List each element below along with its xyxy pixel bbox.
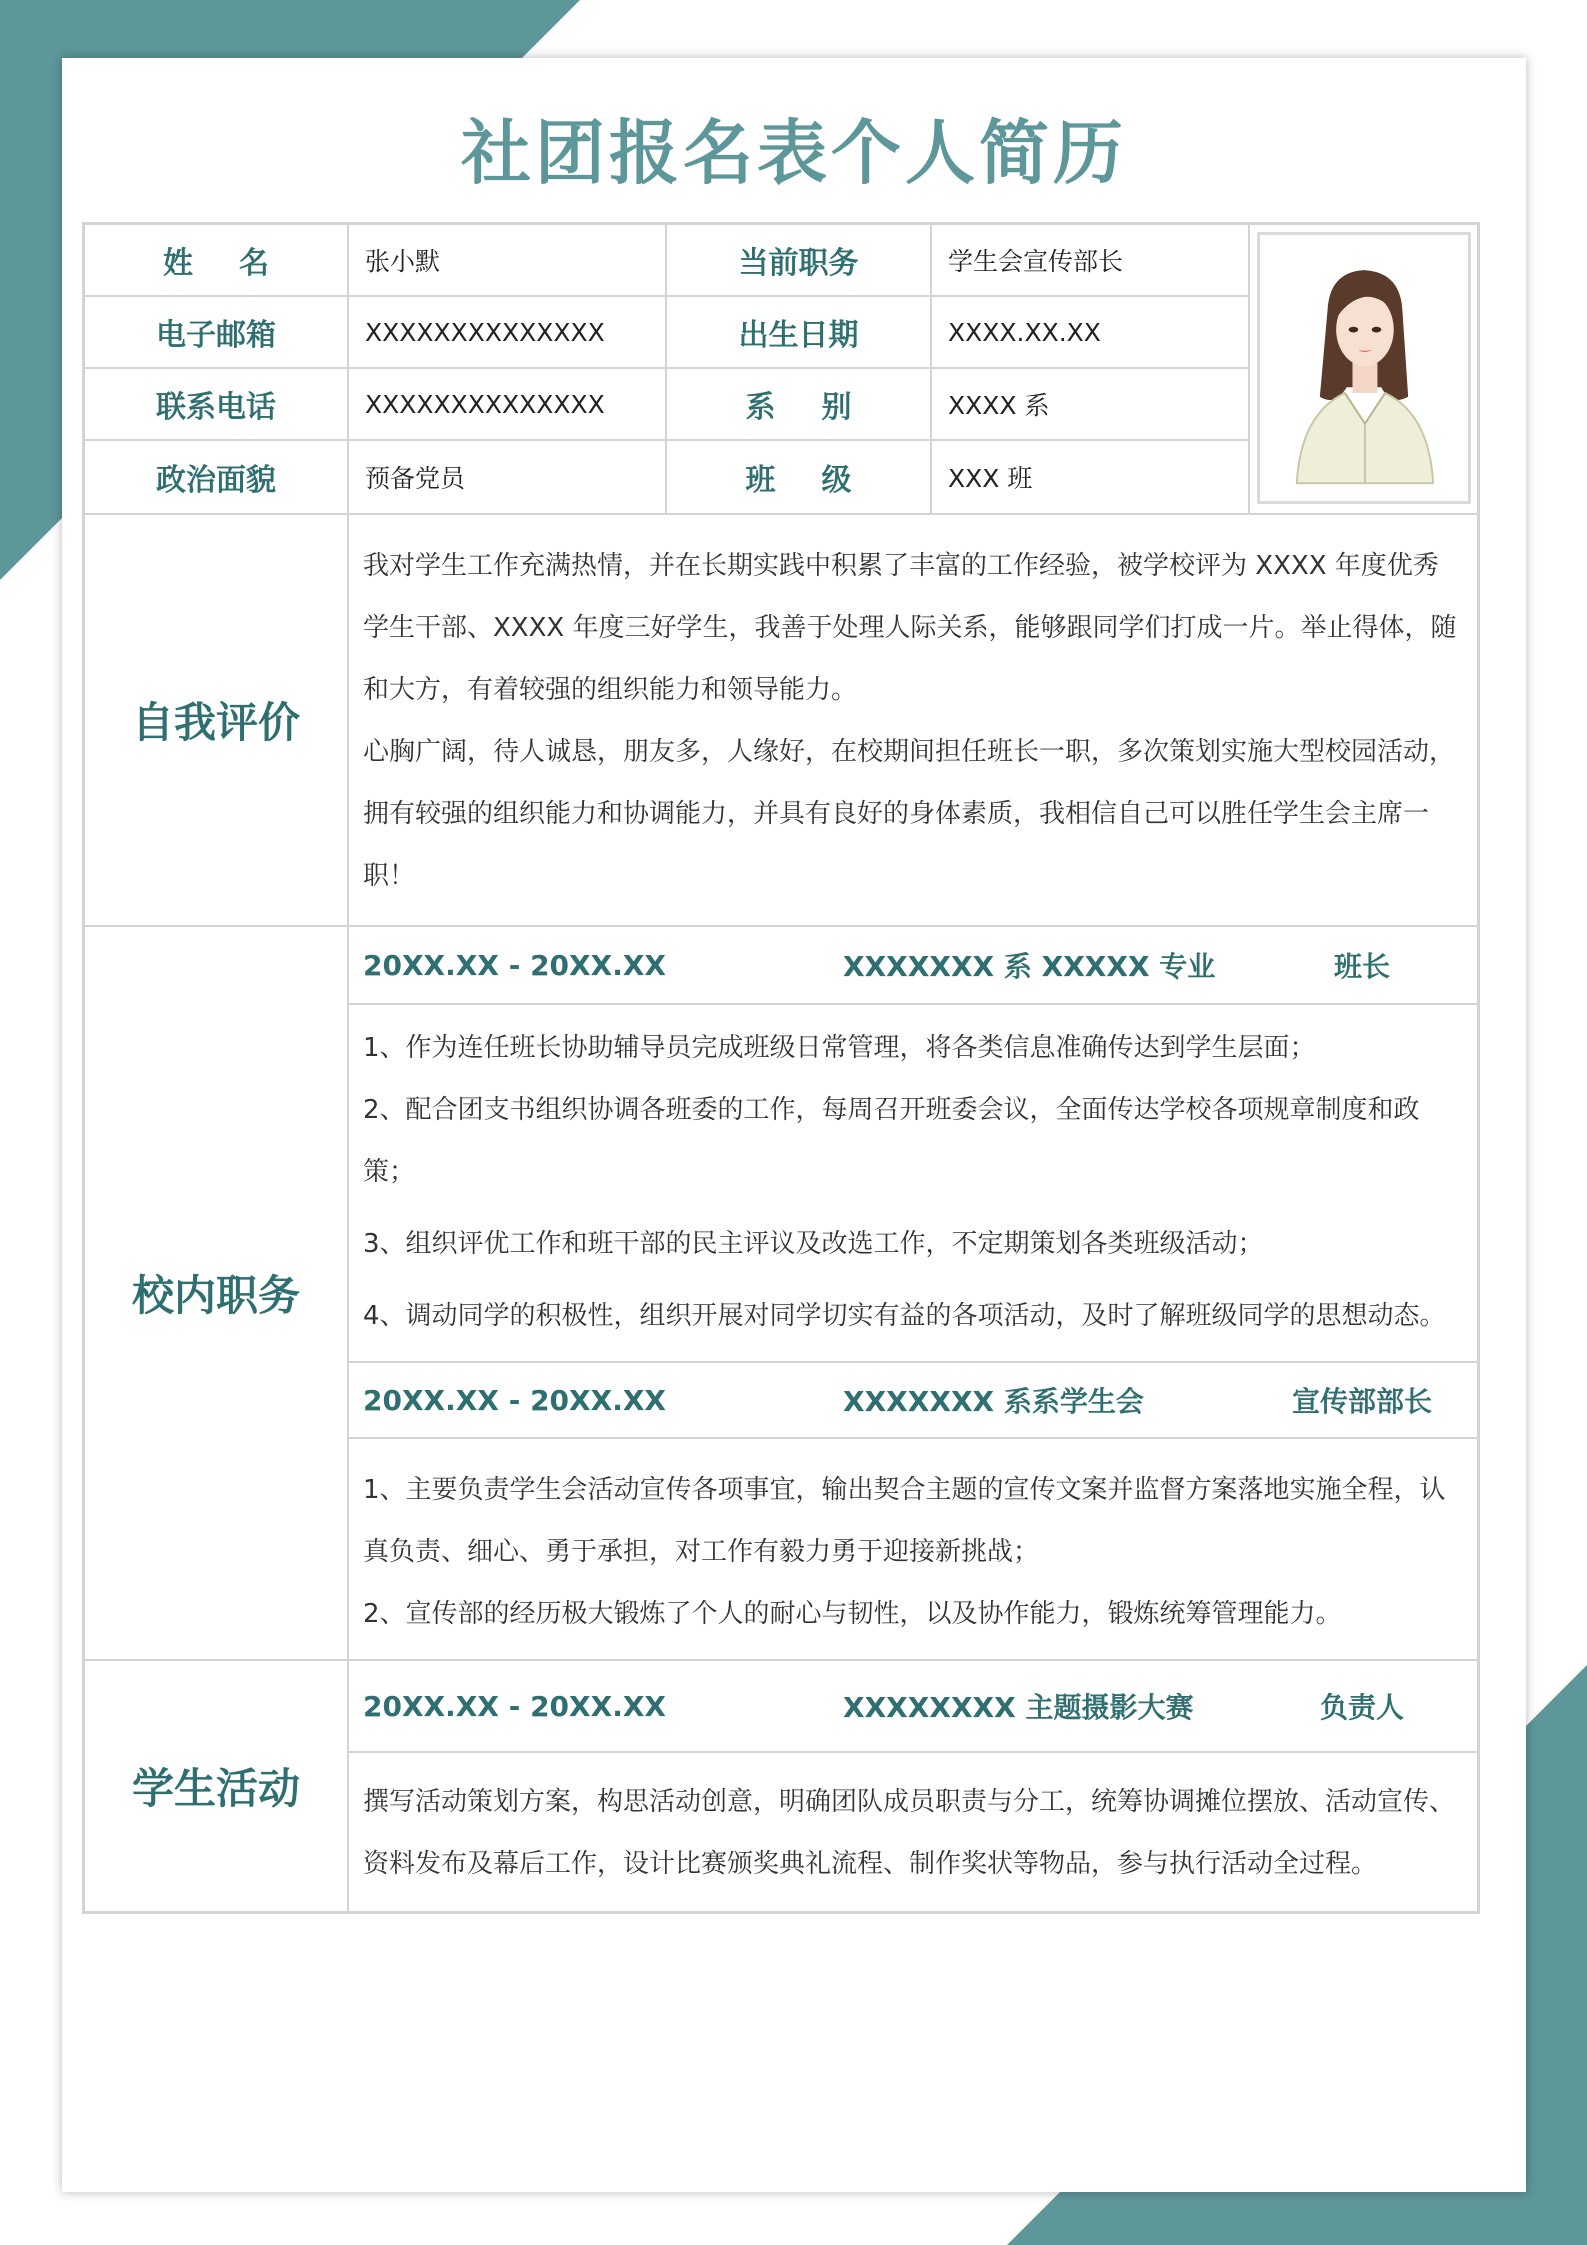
list-item: 1、作为连任班长协助辅导员完成班级日常管理，将各类信息准确传达到学生层面； xyxy=(363,1033,1316,1063)
name-value: 张小默 xyxy=(349,225,667,295)
info-row-name xyxy=(85,225,1250,297)
page-title: 社团报名表个人简历 xyxy=(461,112,1127,194)
campus-roles-label: 校内职务 xyxy=(85,927,349,1659)
self-evaluation-paragraph: 我对学生工作充满热情，并在长期实践中积累了丰富的工作经验，被学校评为 XXXX 年度优秀学生干部、XXXX 年度三好学生，我善于处理人际关系，能够跟同学们打成一片。举止得体，随和大方，有着较强的组织能力和领导能力。 xyxy=(363,551,1457,705)
name-label: 姓名 xyxy=(85,225,349,295)
phone-value: XXXXXXXXXXXXXX xyxy=(349,369,667,439)
email-label: 电子邮箱 xyxy=(85,297,349,367)
position-value: 学生会宣传部长 xyxy=(932,225,1250,295)
personal-info-block xyxy=(85,225,1477,515)
campus-roles-section xyxy=(85,927,1477,1661)
student-activities-section xyxy=(85,1661,1477,1911)
entry-role: 班长 xyxy=(1333,950,1390,983)
position-label: 当前职务 xyxy=(667,225,932,295)
entry-role: 宣传部部长 xyxy=(1291,1385,1432,1418)
photo-cell xyxy=(1250,225,1477,511)
self-evaluation-paragraph: 心胸广阔，待人诚恳，朋友多，人缘好，在校期间担任班长一职，多次策划实施大型校园活动，拥有较强的组织能力和协调能力，并具有良好的身体素质，我相信自己可以胜任学生会主席一职！ xyxy=(363,737,1456,891)
entry-date: 20XX.XX - 20XX.XX xyxy=(363,948,667,982)
politics-label: 政治面貌 xyxy=(85,441,349,513)
activity-entry-header xyxy=(349,1661,1477,1753)
activity-description: 撰写活动策划方案，构思活动创意，明确团队成员职责与分工，统筹协调摊位摆放、活动宣传、资料发布及幕后工作，设计比赛颁奖典礼流程、制作奖状等物品，参与执行活动全过程。 xyxy=(363,1787,1456,1879)
role-entry-header xyxy=(349,1361,1477,1439)
resume-sheet xyxy=(62,58,1526,2192)
role-entry-details xyxy=(349,1439,1477,1659)
entry-date: 20XX.XX - 20XX.XX xyxy=(363,1689,667,1723)
self-evaluation-label: 自我评价 xyxy=(85,515,349,925)
phone-label: 联系电话 xyxy=(85,369,349,439)
class-label: 班级 xyxy=(667,441,932,513)
self-evaluation-text xyxy=(349,515,1477,925)
list-item: 2、宣传部的经历极大锻炼了个人的耐心与韧性，以及协作能力，锻炼统筹管理能力。 xyxy=(363,1599,1342,1629)
birth-value: XXXX.XX.XX xyxy=(932,297,1250,367)
role-entry-header xyxy=(349,927,1477,1005)
politics-value: 预备党员 xyxy=(349,441,667,513)
info-row-phone xyxy=(85,369,1250,441)
list-item: 2、配合团支书组织协调各班委的工作，每周召开班委会议，全面传达学校各项规章制度和政策； xyxy=(363,1095,1420,1187)
avatar-illustration xyxy=(1268,243,1460,493)
entry-role: 负责人 xyxy=(1319,1691,1404,1724)
role-entry-details xyxy=(349,1005,1477,1361)
list-item: 3、组织评优工作和班干部的民主评议及改选工作，不定期策划各类班级活动； xyxy=(363,1229,1264,1259)
entry-date: 20XX.XX - 20XX.XX xyxy=(363,1383,667,1417)
list-item: 4、调动同学的积极性，组织开展对同学切实有益的各项活动，及时了解班级同学的思想动态。 xyxy=(363,1301,1446,1331)
info-row-politics xyxy=(85,441,1250,513)
entry-organization: XXXXXXX 系系学生会 xyxy=(843,1385,1144,1418)
student-activities-label: 学生活动 xyxy=(85,1661,349,1911)
info-row-email xyxy=(85,297,1250,369)
email-value: XXXXXXXXXXXXXX xyxy=(349,297,667,367)
dept-label: 系别 xyxy=(667,369,932,439)
dept-value: XXXX 系 xyxy=(932,369,1250,439)
self-evaluation-section xyxy=(85,515,1477,927)
birth-label: 出生日期 xyxy=(667,297,932,367)
profile-photo xyxy=(1257,232,1471,504)
class-value: XXX 班 xyxy=(932,441,1250,513)
list-item: 1、主要负责学生会活动宣传各项事宜，输出契合主题的宣传文案并监督方案落地实施全程，认真负责、细心、勇于承担，对工作有毅力勇于迎接新挑战； xyxy=(363,1475,1446,1567)
entry-organization: XXXXXXX 系 XXXXX 专业 xyxy=(843,950,1216,983)
entry-organization: XXXXXXXX 主题摄影大赛 xyxy=(843,1691,1194,1724)
activity-entry-details xyxy=(349,1753,1477,1911)
resume-table xyxy=(82,222,1480,1914)
